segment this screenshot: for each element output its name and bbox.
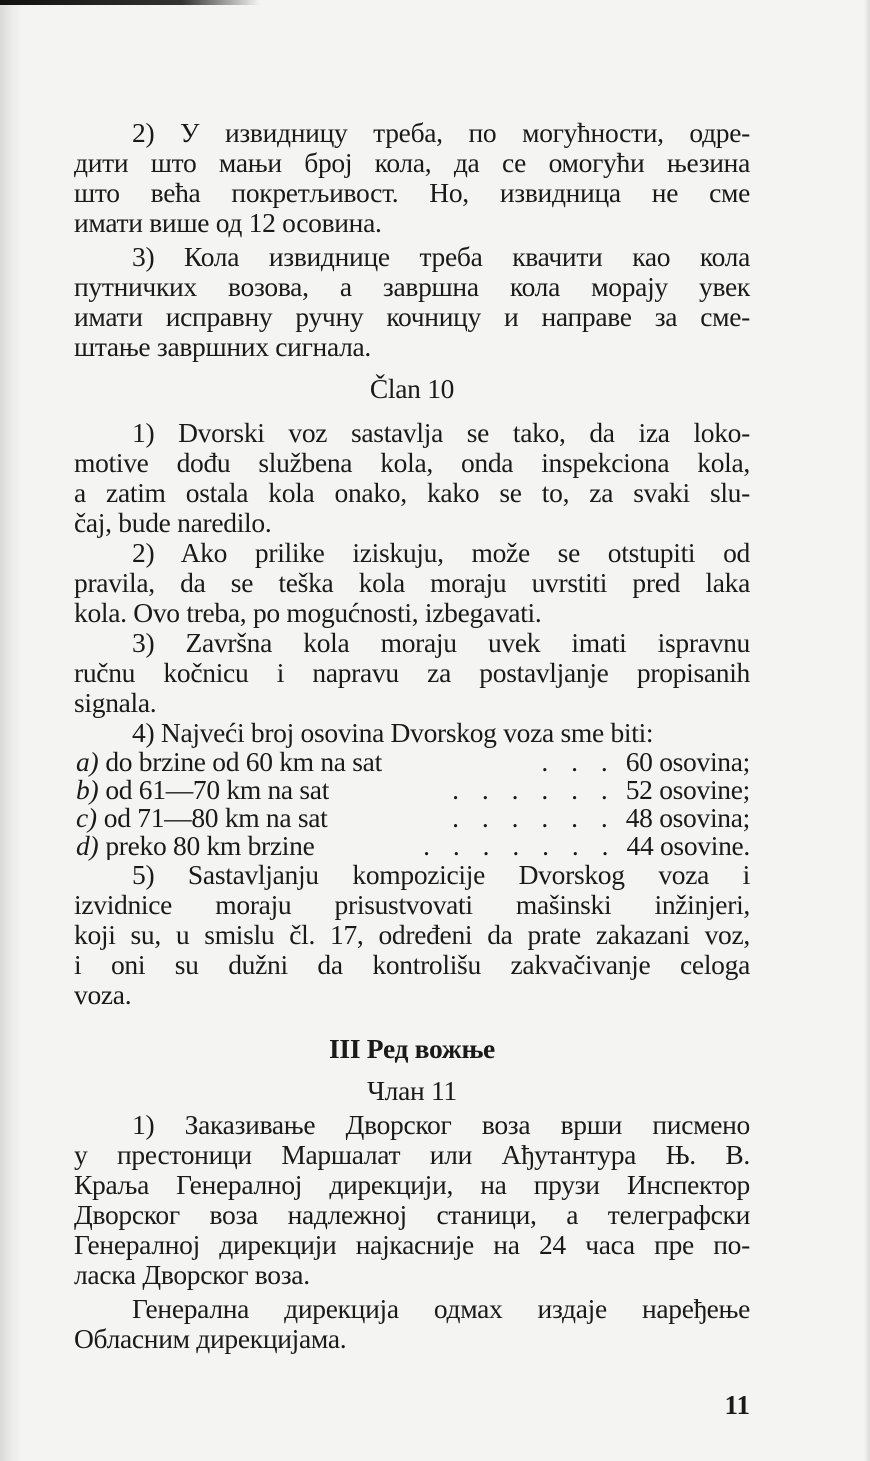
paragraph-prev-3	[74, 242, 750, 362]
text-line: дити што мањи број кола, да се омогући њезина	[74, 147, 750, 178]
text-line: a zatim ostala kola onako, kako se to, za svaki slu-	[74, 477, 750, 508]
list-item-letter: b)	[76, 774, 99, 805]
article-11-title: Члан 11	[367, 1075, 457, 1106]
list-item-text: preko 80 km brzine	[105, 832, 315, 860]
list-item-value: 44 osovine.	[626, 830, 750, 861]
paragraph-art11-1	[74, 1110, 750, 1290]
text-line: Обласним дирекцијама.	[74, 1323, 347, 1354]
paragraph-art10-4	[74, 718, 750, 860]
text-line: signala.	[74, 687, 157, 718]
text-line: 3) Završna kola moraju uvek imati ispravnu	[132, 627, 750, 658]
text-line: pravila, da se teška kola moraju uvrstiti pred laka	[74, 567, 750, 598]
text-line: што већа покретљивост. Но, извидница не сме	[74, 177, 750, 208]
text-line: 2) У извидницу треба, по могућности, одре-	[132, 117, 750, 148]
text-line: koji su, u smislu čl. 17, određeni da prate zakazani voz,	[74, 919, 750, 950]
paragraph-prev-2	[74, 118, 750, 238]
page-edge-shadow-right	[864, 0, 870, 1461]
text-line: Генерална дирекција одмах издаје наређење	[132, 1293, 750, 1324]
text-line: motive dođu službena kola, onda inspekciona kola,	[74, 447, 750, 478]
paragraph-art10-3	[74, 628, 750, 718]
text-line: у престоници Маршалат или Ађутантура Њ. В.	[74, 1139, 750, 1170]
list-item	[76, 832, 750, 860]
paragraph-art10-2	[74, 538, 750, 628]
text-line: kola. Ovo treba, po mogućnosti, izbegavati.	[74, 597, 542, 628]
page-footer	[74, 1354, 750, 1461]
list-item	[76, 804, 750, 832]
page-number: 11	[724, 1390, 750, 1420]
page-edge-shadow-left	[0, 0, 22, 1461]
text-line: 3) Кола извиднице треба квачити као кола	[132, 241, 750, 272]
dot-leader: . . . . . . .	[423, 832, 617, 860]
text-line: имати више од 12 осовина.	[74, 207, 382, 238]
list-item-letter: c)	[76, 802, 97, 833]
text-line: čaj, bude naredilo.	[74, 507, 272, 538]
text-line: штање завршних сигнала.	[74, 331, 372, 362]
list-item-text: od 71—80 km na sat	[103, 804, 328, 832]
text-line: ласка Дворског воза.	[74, 1259, 310, 1290]
text-line: Краља Генералној дирекцији, на прузи Инспектор	[74, 1169, 750, 1200]
paragraph-art10-5	[74, 860, 750, 1010]
paragraph-art11-2	[74, 1294, 750, 1354]
article-10-title: Član 10	[369, 373, 455, 404]
dot-leader: . . . . . .	[452, 776, 616, 804]
page-body	[74, 0, 750, 1354]
list-item	[76, 748, 750, 776]
text-line: 4) Najveći broj osovina Dvorskog voza sme biti:	[132, 717, 654, 748]
dot-leader: . . . . . .	[452, 804, 616, 832]
text-line: Дворског воза надлежној станици, а телеграфски	[74, 1199, 750, 1230]
text-line: имати исправну ручну кочницу и направе за сме-	[74, 301, 750, 332]
text-line: i oni su dužni da kontrolišu zakvačivanje celoga	[74, 949, 750, 980]
list-item-text: od 61—70 km na sat	[105, 776, 330, 804]
chapter-3-heading: III Ред вожње	[329, 1033, 495, 1064]
list-item-value: 52 osovine;	[625, 774, 750, 805]
text-line: ručnu kočnicu i napravu za postavljanje propisanih	[74, 657, 750, 688]
text-line: путничких возова, а завршна кола морају увек	[74, 271, 750, 302]
text-line: 2) Ako prilike iziskuju, može se otstupiti od	[132, 537, 750, 568]
text-line: izvidnice moraju prisustvovati mašinski inžinjeri,	[74, 889, 750, 920]
dot-leader: . . .	[541, 748, 616, 776]
list-item-letter: a)	[76, 746, 99, 777]
paragraph-art10-1	[74, 418, 750, 538]
text-line: voza.	[74, 979, 132, 1010]
text-line: Генералној дирекцији најкасније на 24 часа пре по-	[74, 1229, 750, 1260]
list-item	[76, 776, 750, 804]
text-line: 5) Sastavljanju kompozicije Dvorskog voza i	[132, 859, 750, 890]
axle-limits-list	[74, 748, 750, 860]
list-item-value: 48 osovina;	[625, 802, 750, 833]
text-line: 1) Dvorski voz sastavlja se tako, da iza loko-	[132, 417, 750, 448]
list-item-value: 60 osovina;	[625, 746, 750, 777]
list-item-text: do brzine od 60 km na sat	[105, 748, 382, 776]
list-item-letter: d)	[76, 830, 99, 861]
text-line: 1) Заказивање Дворског воза врши писмено	[132, 1109, 750, 1140]
